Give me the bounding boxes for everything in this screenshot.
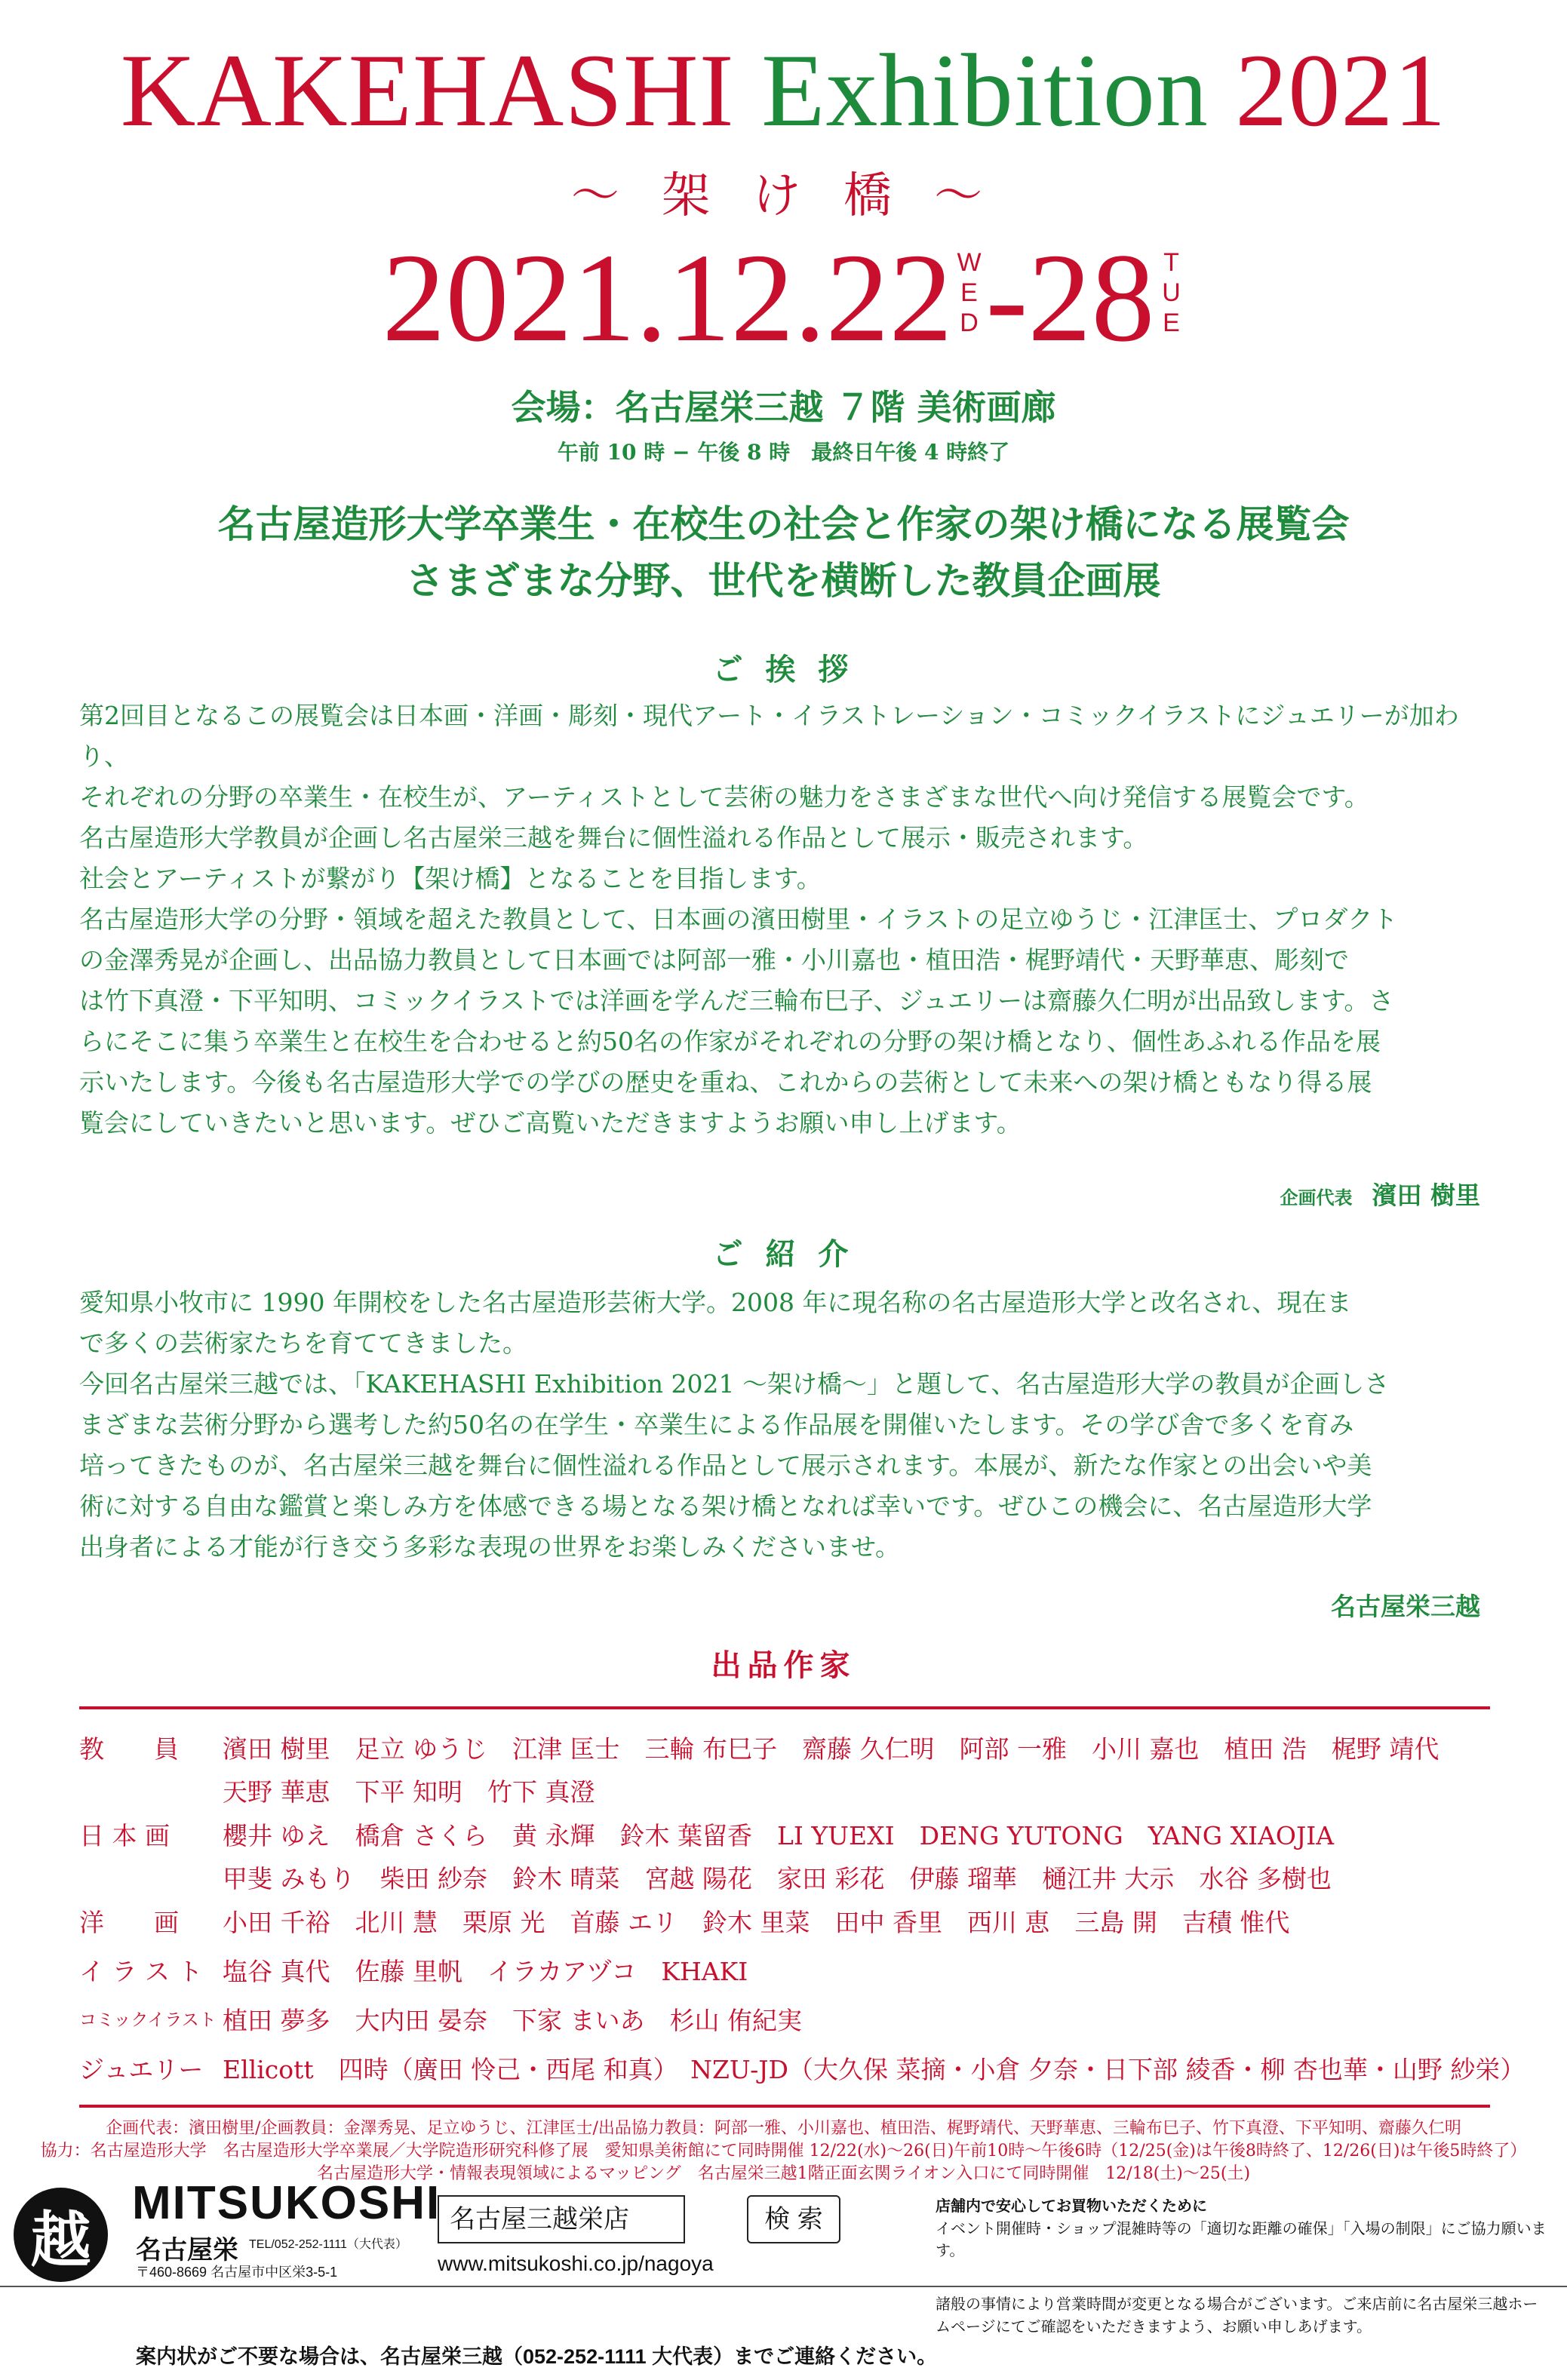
weekday-letter: D <box>960 309 979 337</box>
intro-line: 培ってきたものが、名古屋栄三越を舞台に個性溢れる作品として展示されます。本展が、新たな作家との出会いや美 <box>79 1451 1372 1480</box>
artist-category: イ ラ ス ト <box>79 1957 203 1986</box>
artist-line: 小田 千裕 北川 慧 栗原 光 首藤 エリ 鈴木 里菜 田中 香里 西川 恵 三島 開 吉積 惟代 <box>223 1908 1290 1937</box>
intro-line: 愛知県小牧市に 1990 年開校をした名古屋造形芸術大学。2008 年に現名称の名古屋造形大学と改名され、現在ま <box>79 1288 1352 1317</box>
start-date: 2021.12.22 <box>382 228 953 368</box>
search-button: 検 索 <box>747 2195 840 2243</box>
artist-names <box>223 2048 1526 2091</box>
lead-line-2: さまざまな分野、世代を横断した教員企画展 <box>406 558 1161 603</box>
intro-heading: ご 紹 介 <box>712 1236 855 1272</box>
greeting-heading: ご 挨 拶 <box>712 652 855 687</box>
divider-bottom <box>79 2105 1490 2108</box>
artist-line: 甲斐 みもり 柴田 紗奈 鈴木 晴菜 宮越 陽花 家田 彩花 伊藤 瑠華 樋江井 大示 水谷 多樹也 <box>223 1864 1332 1893</box>
exhibition-title <box>0 30 1567 151</box>
unsubscribe-note: 案内状がご不要な場合は、名古屋栄三越（052-252-1111 大代表）までご連絡ください。 <box>136 2345 938 2368</box>
footnote-planning: 企画代表：濱田樹里/企画教員：金澤秀晃、足立ゆうじ、江津匡士/出品協力教員：阿部一雅、小川嘉也、植田浩、梶野靖代、天野華恵、三輪布巳子、竹下真澄、下平知明、齋藤久仁明 <box>106 2119 1461 2138</box>
weekday-letter: W <box>957 248 982 277</box>
greeting-line: 覧会にしていきたいと思います。ぜひご高覧いただきますようお願い申し上げます。 <box>79 1108 1022 1138</box>
artist-names <box>223 1814 1498 1900</box>
footnote-cooperation: 協力：名古屋造形大学 名古屋造形大学卒業展／大学院造形研究科修了展 愛知県美術館にて同時開催 12/22(水)〜26(日)午前10時〜午後6時（12/25(金)は午後8時終了、12/26(日)は午後5時終了） <box>40 2142 1527 2160</box>
end-date: -28 <box>985 228 1155 368</box>
artist-names <box>223 1727 1498 1813</box>
intro-line: 今回名古屋栄三越では、「KAKEHASHI Exhibition 2021 〜架け橋〜」と題して、名古屋造形大学の教員が企画しさ <box>79 1369 1390 1399</box>
greeting-line: の金澤秀晃が企画し、出品協力教員として日本画では阿部一雅・小川嘉也・植田浩・梶野靖代・天野華恵、彫刻で <box>79 945 1349 975</box>
lead-line-1: 名古屋造形大学卒業生・在校生の社会と作家の架け橋になる展覧会 <box>217 502 1350 546</box>
subtitle: 〜 架 け 橋 〜 <box>570 168 997 224</box>
divider-top <box>79 1706 1490 1709</box>
intro-signature: 名古屋栄三越 <box>1331 1592 1480 1621</box>
footer-divider <box>0 2286 1567 2287</box>
address: 〒460-8669 名古屋市中区栄3-5-1 <box>136 2265 338 2280</box>
greeting-signature <box>1280 1177 1481 1217</box>
greeting-line: それぞれの分野の卒業生・在校生が、アーティストとして芸術の魅力をさまざまな世代へ向け発信する展覧会です。 <box>79 782 1369 812</box>
greeting-line: は竹下真澄・下平知明、コミックイラストでは洋画を学んだ三輪布巳子、ジュエリーは齋藤久仁明が出品致します。さ <box>79 986 1394 1015</box>
artists-heading: 出品作家 <box>711 1648 856 1683</box>
telephone: TEL/052-252-1111（大代表） <box>249 2238 407 2251</box>
title-exhibition: Exhibition <box>761 32 1209 148</box>
hours-change-notice: 諸般の事情により営業時間が変更となる場合がございます。ご来店前に名古屋栄三越ホームページにてご確認をいただきますよう、お願い申しあげます。 <box>936 2296 1538 2335</box>
weekday-letter: T <box>1163 248 1179 277</box>
greeting-line: 名古屋造形大学教員が企画し名古屋栄三越を舞台に個性溢れる作品として展示・販売されます。 <box>79 823 1148 852</box>
intro-body <box>79 1282 1490 1568</box>
artist-category: ジュエリー <box>79 2055 204 2084</box>
greeting-body <box>79 696 1490 1144</box>
safety-notice-title: 店舗内で安心してお買物いただくために <box>936 2198 1207 2215</box>
signature-name: 濱田 樹里 <box>1372 1181 1480 1210</box>
weekday-letter: E <box>960 278 978 307</box>
greeting-line: 第2回目となるこの展覧会は日本画・洋画・彫刻・現代アート・イラストレーション・コミックイラストにジュエリーが加わり、 <box>79 701 1459 771</box>
greeting-line: 名古屋造形大学の分野・領域を超えた教員として、日本画の濱田樹里・イラストの足立ゆうじ・江津匡士、プロダクト <box>79 904 1398 934</box>
artist-line: 植田 夢多 大内田 晏奈 下家 まいあ 杉山 侑紀実 <box>223 2006 802 2035</box>
safety-notice-text: イベント開催時・ショップ混雑時等の「適切な距離の確保」「入場の制限」にご協力願います。 <box>936 2221 1547 2259</box>
greeting-line: 示いたします。今後も名古屋造形大学での学びの歴史を重ね、これからの芸術として未来への架け橋ともなり得る展 <box>79 1067 1372 1097</box>
intro-line: で多くの芸術家たちを育ててきました。 <box>79 1328 527 1358</box>
title-year: 2021 <box>1235 32 1447 148</box>
artist-category: 日 本 画 <box>79 1821 170 1850</box>
artist-category: 洋 画 <box>79 1908 179 1937</box>
opening-hours: 午前 10 時 − 午後 8 時 最終日午後 4 時終了 <box>557 440 1010 465</box>
artist-names <box>223 1950 1498 1993</box>
start-weekday <box>956 247 983 338</box>
artist-category: コミックイラスト <box>79 2010 217 2030</box>
brand-name: MITSUKOSHI <box>132 2177 441 2229</box>
artist-line: 天野 華恵 下平 知明 竹下 真澄 <box>223 1777 595 1807</box>
exhibition-dates <box>0 226 1567 370</box>
website-url: www.mitsukoshi.co.jp/nagoya <box>438 2252 714 2275</box>
intro-line: 術に対する自由な鑑賞と楽しみ方を体感できる場となる架け橋となれば幸いです。ぜひこの機会に、名古屋造形大学 <box>79 1491 1372 1521</box>
intro-line: まざまな芸術分野から選考した約50名の在学生・卒業生による作品展を開催いたします。その学び舎で多くを育み <box>79 1410 1354 1439</box>
signature-role: 企画代表 <box>1280 1187 1353 1208</box>
branch-name: 名古屋栄 <box>136 2236 238 2265</box>
artist-line: 櫻井 ゆえ 橋倉 さくら 黄 永輝 鈴木 葉留香 LI YUEXI DENG YUTONG YANG XIAOJIA <box>223 1821 1335 1850</box>
end-weekday <box>1157 247 1184 338</box>
title-kakehashi: KAKEHASHI <box>120 32 735 148</box>
intro-line: 出身者による才能が行き交う多彩な表現の世界をお楽しみくださいませ。 <box>79 1532 901 1562</box>
artist-category: 教 員 <box>79 1734 179 1764</box>
greeting-line: 社会とアーティストが繋がり【架け橋】となることを目指します。 <box>79 864 822 893</box>
venue: 会場：名古屋栄三越 ７階 美術画廊 <box>511 387 1056 428</box>
greeting-line: らにそこに集う卒業生と在校生を合わせると約50名の作家がそれぞれの分野の架け橋となり、個性あふれる作品を展 <box>79 1027 1381 1056</box>
artist-names <box>223 1901 1498 1944</box>
artist-line: Ellicott 四時（廣田 怜己・西尾 和真） NZU-JD（大久保 菜摘・小倉 夕奈・日下部 綾香・柳 杏也華・山野 紗栄） <box>223 2055 1526 2084</box>
artist-line: 濱田 樹里 足立 ゆうじ 江津 匡士 三輪 布巳子 齋藤 久仁明 阿部 一雅 小川 嘉也 植田 浩 梶野 靖代 <box>223 1734 1439 1764</box>
store-search-input: 名古屋三越栄店 <box>438 2195 685 2243</box>
weekday-letter: U <box>1162 278 1181 307</box>
footnote-mapping: 名古屋造形大学・情報表現領域によるマッピング 名古屋栄三越1階正面玄関ライオン入口にて同時開催 12/18(土)〜25(土) <box>316 2164 1251 2183</box>
artist-names <box>223 1999 1498 2042</box>
weekday-letter: E <box>1163 309 1180 337</box>
mitsukoshi-logo: 越 <box>14 2188 108 2282</box>
artist-line: 塩谷 真代 佐藤 里帆 イラカアヅコ KHAKI <box>223 1957 748 1986</box>
